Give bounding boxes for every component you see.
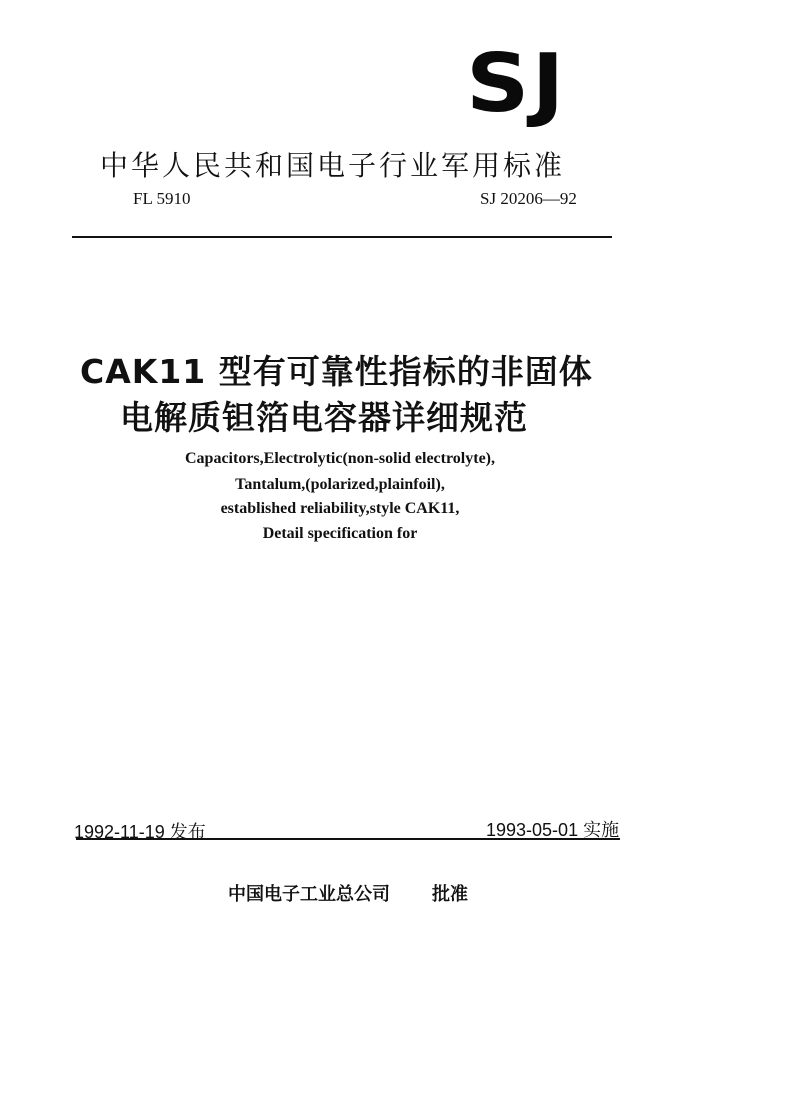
- approving-body: 中国电子工业总公司: [228, 884, 390, 905]
- title-zh-line-1: CAK11 型有可靠性指标的非固体: [80, 352, 593, 391]
- issue-date: 1992-11-19 发布: [74, 822, 206, 842]
- title-zh-line-2: 电解质钽箔电容器详细规范: [120, 398, 528, 437]
- title-en-line-1: Capacitors,Electrolytic(non-solid electrolyte),: [185, 450, 495, 467]
- implementation-date: 1993-05-01 实施: [486, 820, 620, 840]
- title-en-line-4: Detail specification for: [262, 525, 418, 542]
- header-divider: [72, 236, 612, 238]
- standard-category-name: 中华人民共和国电子行业军用标准: [100, 149, 566, 182]
- title-en-line-2: Tantalum,(polarized,plainfoil),: [235, 476, 445, 493]
- classification-code: FL 5910: [133, 189, 191, 208]
- standard-number: SJ 20206—92: [480, 189, 577, 208]
- title-en-line-3: established reliability,style CAK11,: [220, 500, 460, 517]
- footer-divider: [76, 838, 620, 840]
- sj-logo: SJ: [466, 37, 567, 130]
- approval-word: 批准: [432, 884, 468, 905]
